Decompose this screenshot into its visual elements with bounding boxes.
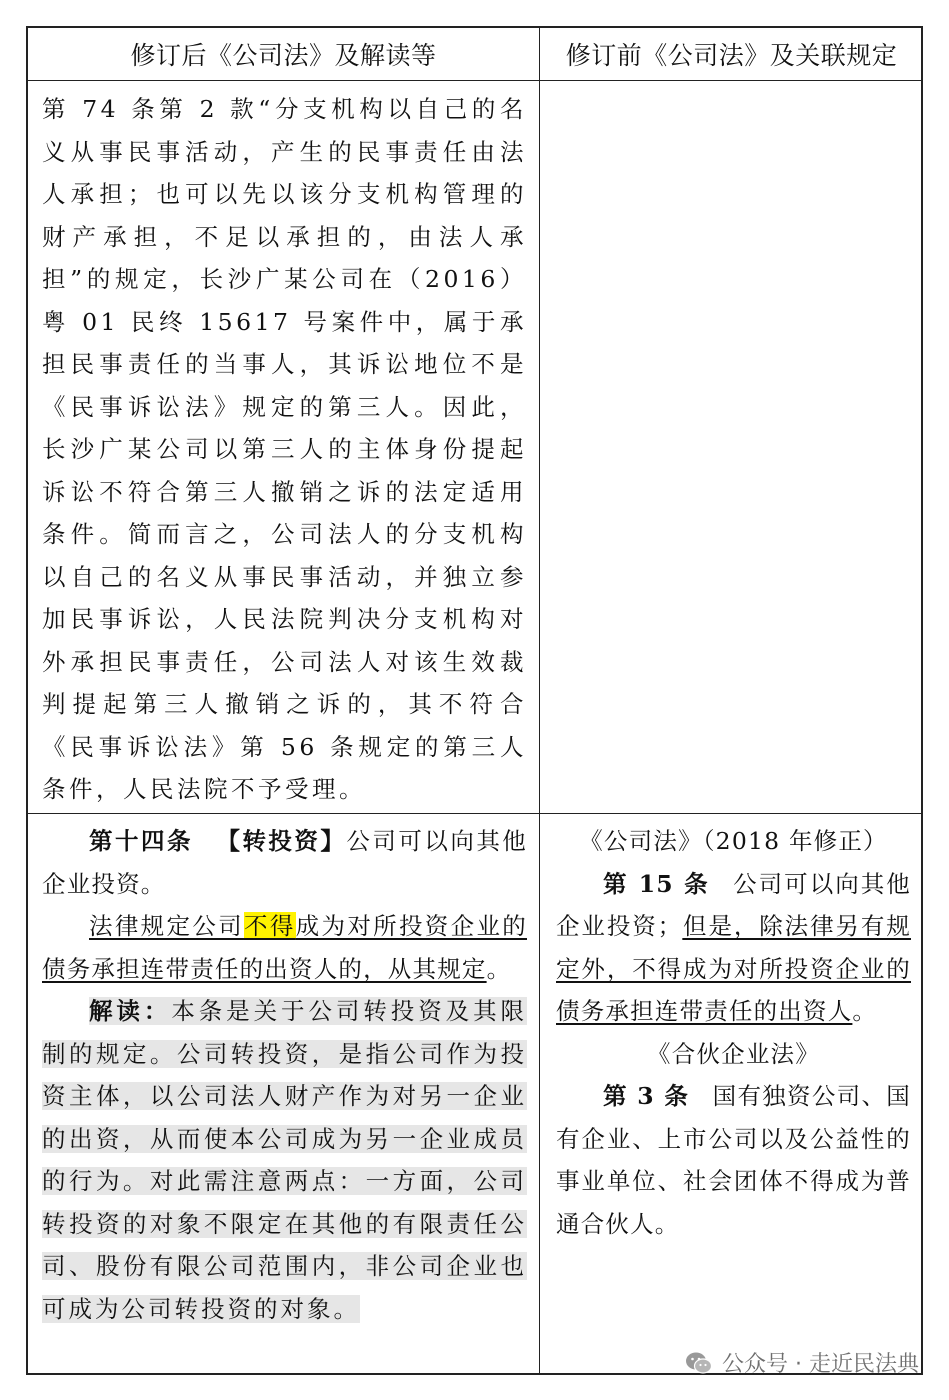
article-14-text2a: 法律规定公司 xyxy=(89,912,244,940)
article-14-text2-end: 。 xyxy=(486,954,512,983)
law1-article-number: 第 15 条 xyxy=(603,869,710,898)
interpretation-para xyxy=(42,990,527,1330)
article-14-text1: 公司可以向其他企业投资。 xyxy=(42,827,528,898)
row2-left-cell xyxy=(42,820,527,1330)
law2-text: 国有独资公司、国有企业、上市公司以及公益性的事业单位、社会团体不得成为普通合伙人。 xyxy=(556,1082,911,1238)
wechat-watermark xyxy=(684,1347,919,1378)
header-left: 修订后《公司法》及解读等 xyxy=(130,41,437,70)
header-right: 修订前《公司法》及关联规定 xyxy=(565,41,898,70)
law2-title: 《合伙企业法》 xyxy=(647,1039,820,1068)
row1-left-text: 第 74 条第 2 款“分支机构以自己的名义从事民事活动，产生的民事责任由法人承担；也可以先以该分支机构管理的财产承担，不足以承担的，由法人承担”的规定，长沙广某公司在（2016）粤 01 民终 15617 号案件中，属于承担民事责任的当事人，其诉讼地位不是《民事诉讼法》规定的第三人。因此，长沙广某公司以第三人的主体身份提起诉讼不符合第三人撤销之诉的法定适用条件。简而言之，公司法人的分支机构以自己的名义从事民事活动，并独立参加民事诉讼，人民法院判决分支机构对外承担民事责任，公司法人对该生效裁判提起第三人撤销之诉的，其不符合《民事诉讼法》第 56 条规定的第三人条件，人民法院不予受理。 xyxy=(42,95,527,803)
row-divider xyxy=(28,813,921,814)
comparison-table xyxy=(26,26,923,1375)
header-divider xyxy=(28,80,921,81)
law1-underlined-text: 但是，除法律另有规定外，不得成为对所投资企业的债务承担连带责任的出资人 xyxy=(556,912,911,1025)
law1-text: 公司可以向其他企业投资； xyxy=(556,869,912,940)
row1-left-cell xyxy=(42,88,527,811)
law1-end: 。 xyxy=(852,997,878,1025)
article-14-para2 xyxy=(42,905,527,990)
law2-article-number: 第 3 条 xyxy=(603,1082,690,1110)
law2-article-para xyxy=(556,1075,911,1245)
interpretation-label: 解读： xyxy=(89,997,172,1025)
wechat-icon xyxy=(684,1348,714,1378)
article-14-text2b: 成为对所投资企业的债务承担连带责任的出资人的，从其规定 xyxy=(42,912,527,983)
article-title: 【转投资】 xyxy=(216,827,347,855)
article-number: 第十四条 xyxy=(89,827,193,855)
row2-right-cell xyxy=(556,820,911,1245)
column-divider xyxy=(539,28,540,1373)
article-14-para1 xyxy=(42,820,527,905)
interpretation-text: 本条是关于公司转投资及其限制的规定。公司转投资，是指公司作为投资主体，以公司法人财产作为对另一企业的出资，从而使本公司成为另一企业成员的行为。对此需注意两点：一方面，公司转投资的对象不限定在其他的有限责任公司、股份有限公司范围内，非公司企业也可成为公司转投资的对象。 xyxy=(42,997,528,1323)
watermark-text: 公众号 · 走近民法典 xyxy=(722,1352,919,1377)
law1-article-para xyxy=(556,863,911,1033)
law1-title: 《公司法》（2018 年修正） xyxy=(579,827,888,855)
highlight-budei: 不得 xyxy=(243,912,296,940)
